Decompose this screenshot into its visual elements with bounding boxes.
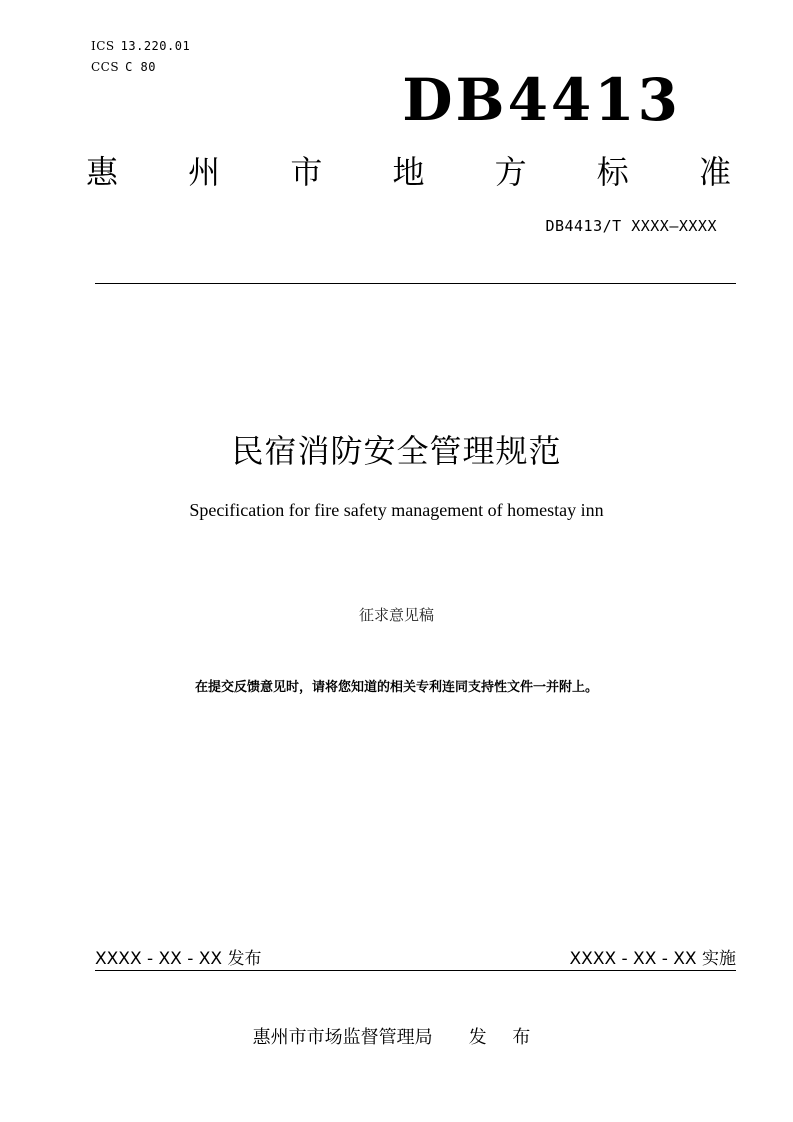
issue-date: XXXX - XX - XX 发布 <box>95 949 262 969</box>
standard-type-char: 地 <box>392 153 425 191</box>
ics-code <box>91 39 190 53</box>
header-divider <box>95 283 736 284</box>
publisher-action: 发 布 <box>468 1027 541 1048</box>
standard-number: DB4413/T XXXX—XXXX <box>545 217 717 235</box>
standard-type-char: 惠 <box>86 153 119 191</box>
ccs-code <box>91 60 156 74</box>
ics-value: 13.220.01 <box>120 39 191 53</box>
patent-notice: 在提交反馈意见时，请将您知道的相关专利连同支持性文件一并附上。 <box>194 680 598 695</box>
standard-type-char: 准 <box>698 153 731 191</box>
title-english: Specification for fire safety management of homestay inn <box>189 500 604 520</box>
standard-type-char: 标 <box>596 153 629 191</box>
ccs-label: CCS <box>91 60 120 74</box>
ics-label: ICS <box>91 39 115 53</box>
publisher-line <box>0 1023 793 1049</box>
standard-type-char: 市 <box>290 153 323 191</box>
publisher-name: 惠州市市场监督管理局 <box>252 1027 433 1048</box>
standard-type-char: 州 <box>188 153 221 191</box>
implementation-date: XXXX - XX - XX 实施 <box>569 949 736 969</box>
footer-divider <box>95 970 736 971</box>
draft-status-label: 征求意见稿 <box>358 606 434 624</box>
standard-code-logo: DB4413 <box>402 66 681 134</box>
standard-type-char: 方 <box>494 153 527 191</box>
standard-type-heading <box>86 150 731 194</box>
title-chinese: 民宿消防安全管理规范 <box>231 432 562 470</box>
ccs-value: C 80 <box>125 60 156 74</box>
